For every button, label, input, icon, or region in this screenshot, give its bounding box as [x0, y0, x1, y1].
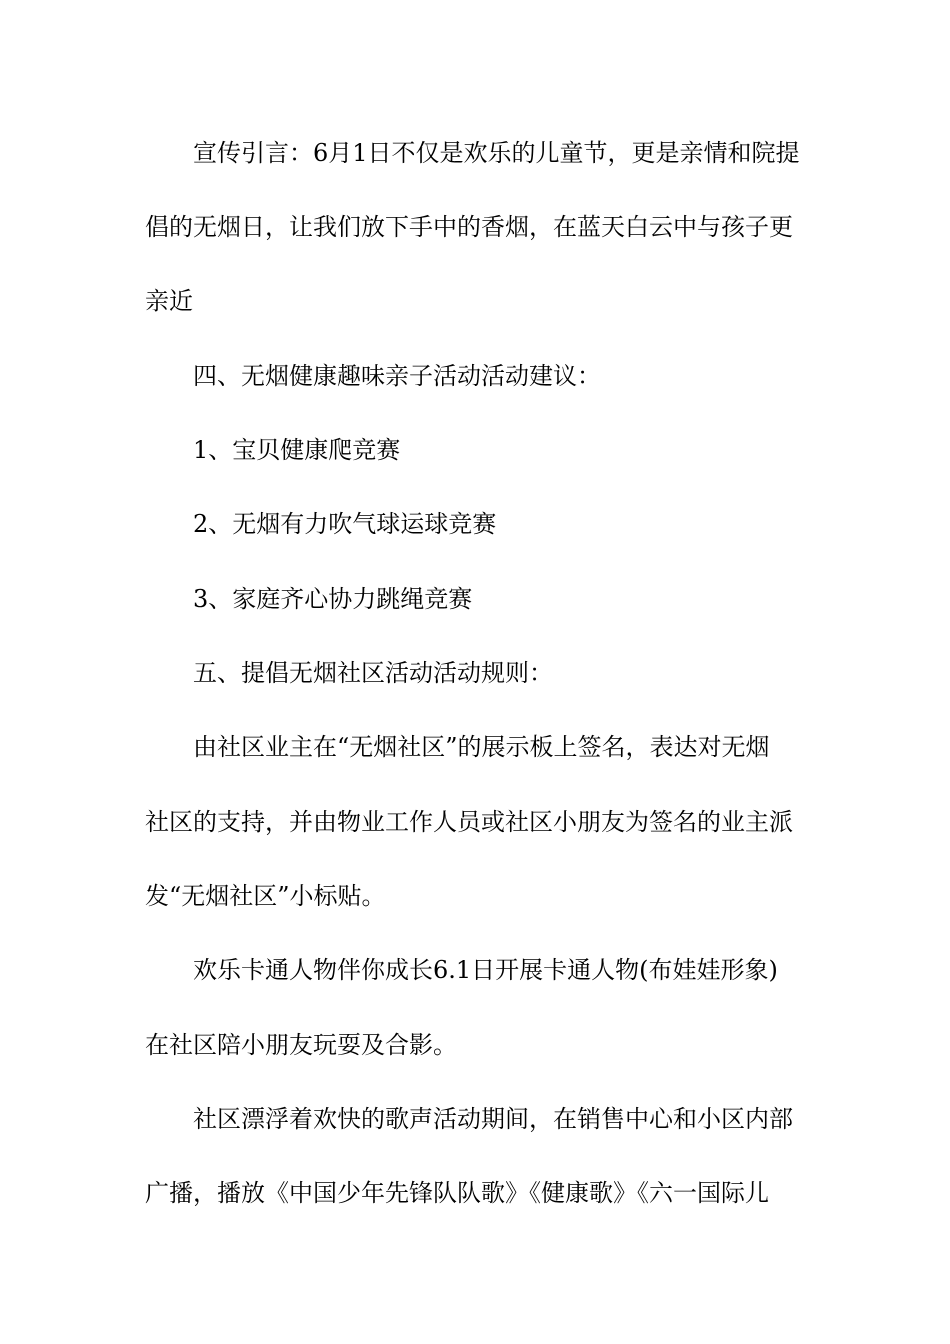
text-line-1: 宣传引言：6月1日不仅是欢乐的儿童节，更是亲情和院提 — [193, 139, 800, 167]
text-line-15: 广播，播放《中国少年先锋队队歌》《健康歌》《六一国际儿 — [145, 1179, 769, 1207]
section-heading-4: 四、无烟健康趣味亲子活动活动建议： — [193, 362, 601, 390]
list-item-2: 2、无烟有力吹气球运球竞赛 — [193, 510, 497, 538]
text-line-13: 在社区陪小朋友玩耍及合影。 — [145, 1031, 457, 1059]
text-line-14: 社区漂浮着欢快的歌声活动期间，在销售中心和小区内部 — [193, 1105, 793, 1133]
text-line-12: 欢乐卡通人物伴你成长6.1日开展卡通人物(布娃娃形象) — [193, 956, 778, 984]
text-line-9: 由社区业主在“无烟社区”的展示板上签名，表达对无烟 — [193, 733, 770, 761]
text-line-11: 发“无烟社区”小标贴。 — [145, 882, 386, 910]
text-line-2: 倡的无烟日，让我们放下手中的香烟，在蓝天白云中与孩子更 — [145, 213, 793, 241]
text-line-10: 社区的支持，并由物业工作人员或社区小朋友为签名的业主派 — [145, 808, 793, 836]
section-heading-5: 五、提倡无烟社区活动活动规则： — [193, 659, 553, 687]
list-item-3: 3、家庭齐心协力跳绳竞赛 — [193, 585, 473, 613]
list-item-1: 1、宝贝健康爬竞赛 — [193, 436, 401, 464]
text-line-3: 亲近 — [145, 287, 193, 315]
